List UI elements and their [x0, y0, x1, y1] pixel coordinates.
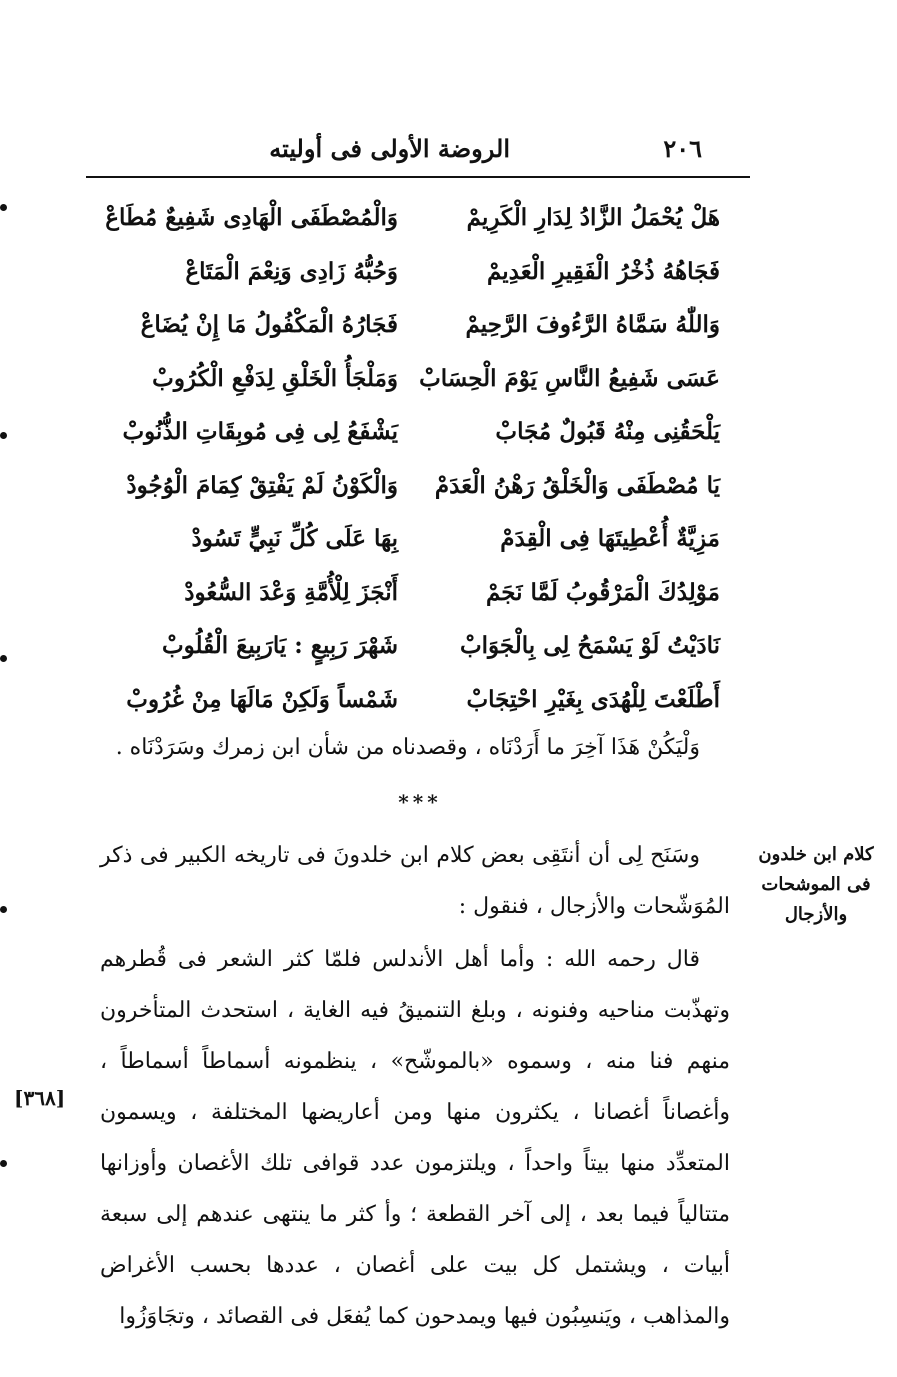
- poem-verse: [110, 513, 720, 567]
- poem: [105, 192, 720, 727]
- binding-mark: [0, 432, 7, 439]
- page-number: ٢٠٦: [663, 134, 702, 163]
- reference-marker: [٣٦٨]: [14, 1086, 66, 1110]
- intro-text: وسَنَح لِى أن أنتَقِى بعض كلام ابن خلدونَ فى تاريخه الكبير فى ذكر المُوَشّحات والأزجال ، فنقول :: [100, 843, 730, 919]
- first-hemistich: مَزِيَّةٌ أُعْطِيتَهَا فِى الْقِدَمْ: [500, 525, 720, 552]
- header-rule: [86, 176, 750, 178]
- second-hemistich: وَالْكَوْنُ لَمْ يَفْتِقْ كِمَامَ الْوُجُودْ: [126, 471, 398, 499]
- running-header: [88, 128, 750, 174]
- second-hemistich: وَمَلْجَأُ الْخَلْقِ لِدَفْعِ الْكُرُوبْ: [152, 364, 398, 392]
- poem-verse: [110, 353, 720, 407]
- second-hemistich: فَجَارُهُ الْمَكْفُولُ مَا إِنْ يُضَاعْ: [140, 311, 398, 338]
- poem-verse: [105, 192, 720, 246]
- second-hemistich: بِهَا عَلَى كُلِّ نَبِيٍّ تَسُودْ: [191, 525, 398, 552]
- binding-mark: [0, 655, 7, 662]
- quote-paragraph: [100, 934, 730, 1342]
- first-hemistich: مَوْلِدُكَ الْمَرْقُوبُ لَمَّا نَجَمْ: [485, 578, 720, 606]
- first-hemistich: عَسَى شَفِيعُ النَّاسِ يَوْمَ الْحِسَابْ: [419, 364, 720, 392]
- first-hemistich: أَطْلَعْتَ لِلْهُدَى بِغَيْرِ احْتِجَابْ: [466, 685, 720, 713]
- poem-verse: [110, 567, 720, 621]
- margin-note-line: والأزجال: [784, 904, 848, 925]
- first-hemistich: فَجَاهُهُ ذُخْرُ الْفَقِيرِ الْعَدِيمْ: [486, 257, 720, 285]
- second-hemistich: وَحُبُّهُ زَادِى وَنِعْمَ الْمَتَاعْ: [185, 257, 398, 285]
- first-hemistich: وَاللّٰهُ سَمَّاهُ الرَّءُوفَ الرَّحِيمْ: [465, 311, 720, 338]
- first-hemistich: هَلْ يُحْمَلُ الزَّادُ لِدَارِ الْكَرِيمْ: [466, 204, 720, 231]
- margin-note: [751, 840, 881, 930]
- ending-paragraph: [100, 722, 730, 773]
- second-hemistich: شَمْساً وَلَكِنْ مَالَهَا مِنْ غُرُوبْ: [126, 685, 398, 713]
- binding-mark: [0, 204, 7, 211]
- section-separator: ***: [398, 790, 442, 814]
- binding-mark: [0, 906, 7, 913]
- first-hemistich: يَلْحَقُنِى مِنْهُ قَبُولٌ مُجَابْ: [495, 418, 720, 445]
- margin-note-line: فى الموشحات: [761, 874, 871, 895]
- poem-verse: [110, 620, 720, 674]
- second-hemistich: أَنْجَزَ لِلْأُمَّةِ وَعْدَ السُّعُودْ: [184, 578, 398, 606]
- second-hemistich: وَالْمُصْطَفَى الْهَادِى شَفِيعٌ مُطَاعْ: [105, 204, 398, 231]
- poem-verse: [110, 460, 720, 514]
- second-hemistich: شَهْرَ رَبِيعٍ : يَارَبِيعَ الْقُلُوبْ: [161, 632, 398, 659]
- binding-mark: [0, 1160, 7, 1167]
- running-title: الروضة الأولى فى أوليته: [269, 134, 510, 163]
- poem-verse: [110, 246, 720, 300]
- first-hemistich: يَا مُصْطَفَى وَالْخَلْقُ رَهْنُ الْعَدَمْ: [434, 471, 720, 499]
- poem-verse: [110, 406, 720, 460]
- quote-text: قال رحمه الله : وأما أهل الأندلس فلمّا كثر الشعر فى قُطرهم وتهذّبت مناحيه وفنونه ، وبلغ التنميقُ فيه الغاية ، استحدث المتأخرون منهم فنا منه ، وسموه «بالموشّح» ، ينظمونه أسماطاً أسماطاً ، وأغصاناً أغصانا ، يكثرون منها ومن أعاريضها المختلفة ، ويسمون المتعدِّد منها بيتاً واحداً ، ويلتزمون عدد قوافى تلك الأغصان وأوزانها متتالياً فيما بعد ، إلى آخر القطعة ؛ وأ كثر ما ينتهى عندهم إلى سبعة أبيات ، ويشتمل كل بيت على أغصان ، عددها بحسب الأغراض والمذاهب ، ويَنسِبُون فيها ويمدحون كما يُفعَل فى القصائد ، وتجَاوَزُوا: [100, 947, 730, 1329]
- poem-verse: [110, 674, 720, 728]
- first-hemistich: نَادَيْتُ لَوْ يَسْمَحُ لِى بِالْجَوَابْ: [460, 632, 720, 659]
- margin-note-line: كلام ابن خلدون: [758, 844, 874, 865]
- second-hemistich: يَشْفَعُ لِى فِى مُوبِقَاتِ الذُّنُوبْ: [122, 418, 398, 445]
- ending-text: وَلْيَكُنْ هَذَا آخِرَ ما أَرَدْنَاه ، وقصدناه من شأن ابن زمرك وسَرَدْنَاه .: [115, 735, 700, 760]
- poem-verse: [110, 299, 720, 353]
- intro-paragraph: [100, 830, 730, 932]
